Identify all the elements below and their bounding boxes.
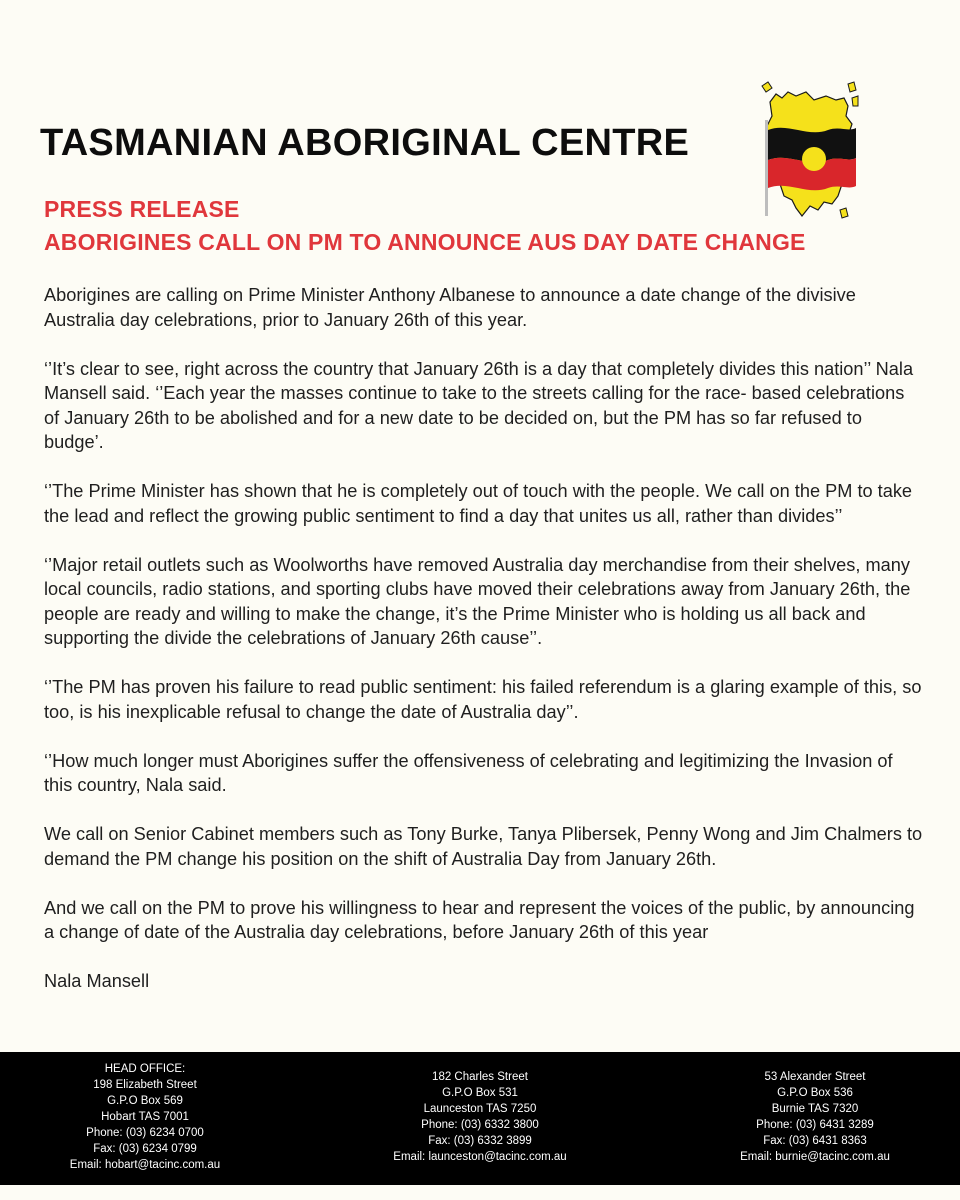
office-burnie <box>715 1069 915 1165</box>
office-email[interactable]: Email: hobart@tacinc.com.au <box>69 1159 221 1171</box>
body-paragraph: ‘’Major retail outlets such as Woolworths have removed Australia day merchandise from their shelves, many local councils, radio stations, and sporting clubs have moved their celebrations away from January 26th, the people are ready and willing to make the change, it’s the Prime Minister who is holding us all back and supporting the divide the celebrations of January 26th cause’’. <box>44 554 911 648</box>
body-paragraph: ‘’It’s clear to see, right across the country that January 26th is a day that completely divides this nation’’ Nala Mansell said. ‘’Each year the masses continue to take to the streets calling for the race- based celebrations of January 26th to be abolished and for a new date to be decided on, but the PM has so far refused to budge’. <box>44 358 914 452</box>
office-line: Fax: (03) 6234 0799 <box>93 1143 197 1155</box>
press-release-label: PRESS RELEASE <box>44 196 240 222</box>
office-line: HEAD OFFICE: <box>104 1063 186 1075</box>
release-body <box>44 283 924 1018</box>
office-hobart <box>50 1061 240 1173</box>
office-line: Launceston TAS 7250 <box>423 1103 537 1115</box>
body-paragraph: ‘’The PM has proven his failure to read public sentiment: his failed referendum is a glaring example of this, so too, is his inexplicable refusal to change the date of Australia day’’. <box>44 677 922 722</box>
office-line: 198 Elizabeth Street <box>93 1079 197 1091</box>
office-line: Phone: (03) 6332 3800 <box>421 1119 539 1131</box>
office-line: Phone: (03) 6431 3289 <box>756 1119 874 1131</box>
body-paragraph: ‘’The Prime Minister has shown that he is completely out of touch with the people. We call on the PM to take the lead and reflect the growing public sentiment to find a day that unites us all, rather than divides’’ <box>44 481 913 526</box>
signature: Nala Mansell <box>44 971 150 991</box>
office-line: G.P.O Box 531 <box>442 1087 518 1099</box>
body-paragraph: ‘’How much longer must Aborigines suffer the offensiveness of celebrating and legitimizing the Invasion of this country, Nala said. <box>44 750 893 795</box>
office-launceston <box>380 1069 580 1165</box>
tasmania-aboriginal-flag-icon <box>752 80 862 220</box>
office-email[interactable]: Email: launceston@tacinc.com.au <box>393 1151 567 1163</box>
office-line: Phone: (03) 6234 0700 <box>86 1127 204 1139</box>
headline: ABORIGINES CALL ON PM TO ANNOUNCE AUS DAY DATE CHANGE <box>44 229 806 255</box>
office-line: 53 Alexander Street <box>764 1071 866 1083</box>
body-paragraph: And we call on the PM to prove his willingness to hear and represent the voices of the public, by announcing a change of date of the Australia day celebrations, before January 26th of this year <box>44 897 915 942</box>
footer-contacts <box>0 1052 960 1185</box>
office-line: G.P.O Box 536 <box>777 1087 853 1099</box>
office-line: Fax: (03) 6332 3899 <box>428 1135 532 1147</box>
body-paragraph: We call on Senior Cabinet members such as Tony Burke, Tanya Plibersek, Penny Wong and Jim Chalmers to demand the PM change his position on the shift of Australia Day from January 26th. <box>44 824 923 869</box>
office-line: Fax: (03) 6431 8363 <box>763 1135 867 1147</box>
office-email[interactable]: Email: burnie@tacinc.com.au <box>740 1151 890 1163</box>
office-line: Burnie TAS 7320 <box>771 1103 859 1115</box>
organisation-title: TASMANIAN ABORIGINAL CENTRE <box>40 122 690 164</box>
office-line: G.P.O Box 569 <box>107 1095 183 1107</box>
office-line: 182 Charles Street <box>432 1071 528 1083</box>
body-paragraph: Aborigines are calling on Prime Minister Anthony Albanese to announce a date change of the divisive Australia day celebrations, prior to January 26th of this year. <box>44 285 856 330</box>
office-line: Hobart TAS 7001 <box>101 1111 189 1123</box>
